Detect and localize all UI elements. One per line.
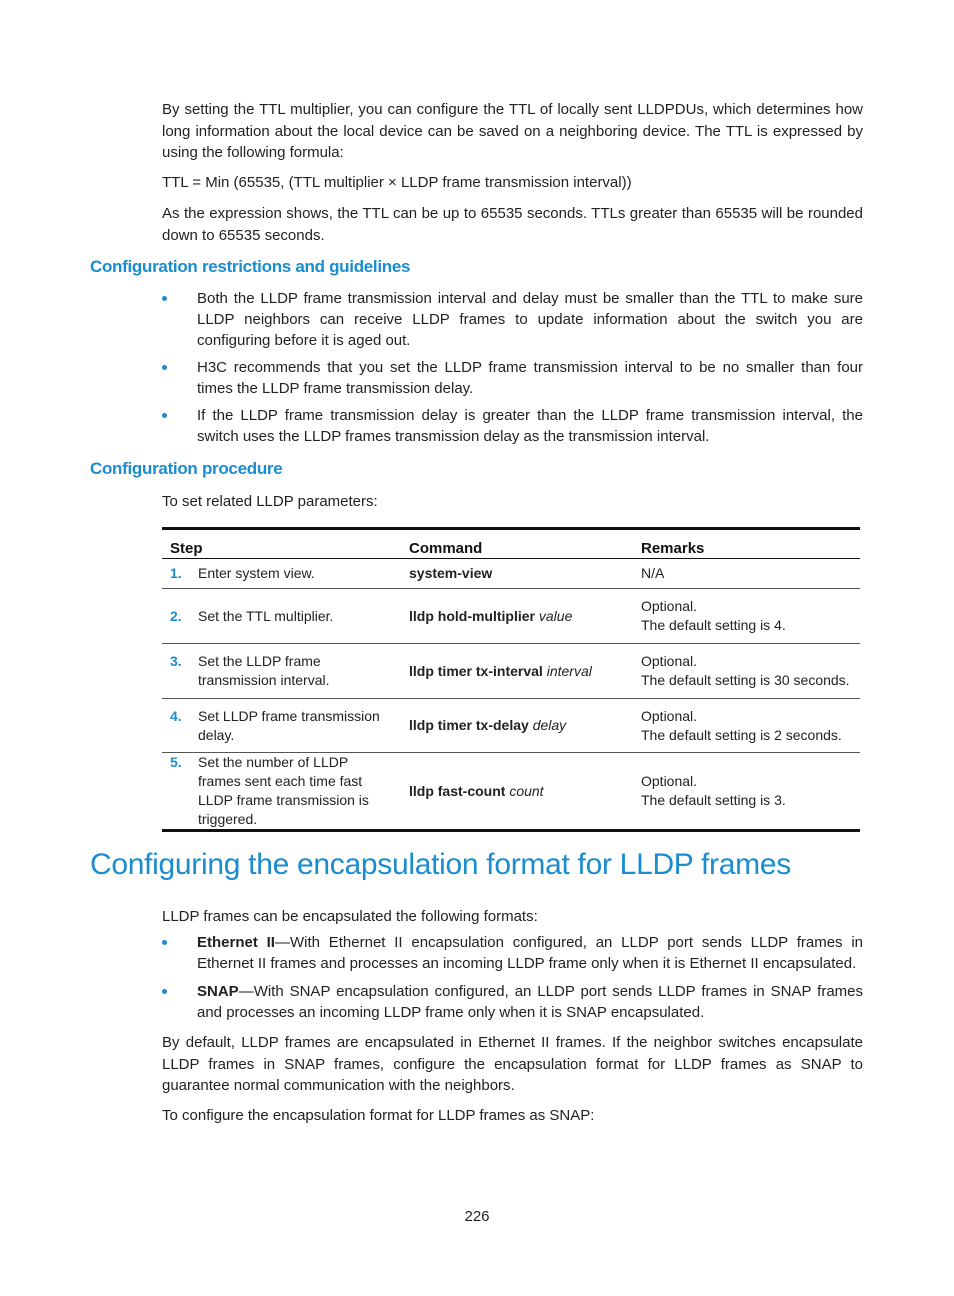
- encap-paragraph: By default, LLDP frames are encapsulated in Ethernet II frames. If the neighbor switches encapsulate LLDP frames in SNAP frames, configure the encapsulation format for LLDP frames as SNAP to guarantee normal communication with the neighbors.: [162, 1034, 863, 1094]
- remarks-cell: Optional. The default setting is 30 seconds.: [633, 644, 860, 699]
- table-row: [162, 644, 860, 699]
- table-row: [162, 589, 860, 644]
- bullet-icon: [162, 413, 167, 418]
- remarks-cell: Optional. The default setting is 3.: [633, 753, 860, 831]
- intro-paragraph: By setting the TTL multiplier, you can configure the TTL of locally sent LLDPDUs, which determines how long information about the local device can be saved on a neighboring device. The TTL is expressed by using the following formula:: [162, 101, 863, 161]
- list-item: SNAP—With SNAP encapsulation configured, an LLDP port sends LLDP frames in SNAP frames and processes an incoming LLDP frame only when it is SNAP encapsulated.: [162, 981, 863, 1023]
- command-cell: lldp timer tx-delay delay: [401, 699, 633, 753]
- command-cell: lldp timer tx-interval interval: [401, 644, 633, 699]
- bullet-icon: [162, 365, 167, 370]
- encap-formats-list: [162, 932, 863, 1023]
- procedure-lead: To set related LLDP parameters:: [162, 493, 378, 510]
- column-header-remarks: Remarks: [633, 529, 860, 559]
- list-item: Both the LLDP frame transmission interval and delay must be smaller than the TTL to make sure LLDP neighbors can receive LLDP frames to update information about the switch you are configuring before it is aged out.: [162, 288, 863, 351]
- column-header-step: Step: [162, 529, 401, 559]
- table-row: [162, 559, 860, 589]
- step-cell: 1. Enter system view.: [162, 559, 401, 589]
- step-cell: 2. Set the TTL multiplier.: [162, 589, 401, 644]
- page-number: 226: [464, 1208, 490, 1225]
- chapter-heading: Configuring the encapsulation format for LLDP frames: [90, 848, 791, 881]
- command-cell: lldp fast-count count: [401, 753, 633, 831]
- remarks-cell: Optional. The default setting is 2 seconds.: [633, 699, 860, 753]
- lldp-parameters-table: [162, 527, 860, 832]
- list-item: Ethernet II—With Ethernet II encapsulation configured, an LLDP port sends LLDP frames in Ethernet II frames and processes an incoming LLDP frame only when it is Ethernet II encapsulated.: [162, 932, 863, 974]
- section-heading-procedure: Configuration procedure: [90, 459, 283, 478]
- step-cell: 4. Set LLDP frame transmission delay.: [162, 699, 401, 753]
- command-cell: lldp hold-multiplier value: [401, 589, 633, 644]
- column-header-command: Command: [401, 529, 633, 559]
- section-heading-restrictions: Configuration restrictions and guidelines: [90, 257, 411, 276]
- table-row: [162, 699, 860, 753]
- table-row: [162, 753, 860, 831]
- intro-paragraph-2: As the expression shows, the TTL can be up to 65535 seconds. TTLs greater than 65535 will be rounded down to 65535 seconds.: [162, 205, 863, 244]
- restrictions-list: [162, 288, 863, 447]
- command-cell: system-view: [401, 559, 633, 589]
- ttl-formula: TTL = Min (65535, (TTL multiplier × LLDP frame transmission interval)): [162, 174, 632, 191]
- list-item: H3C recommends that you set the LLDP frame transmission interval to be no smaller than four times the LLDP frame transmission delay.: [162, 357, 863, 399]
- remarks-cell: Optional. The default setting is 4.: [633, 589, 860, 644]
- bullet-icon: [162, 296, 167, 301]
- step-cell: 3. Set the LLDP frame transmission interval.: [162, 644, 401, 699]
- list-item: If the LLDP frame transmission delay is greater than the LLDP frame transmission interval, the switch uses the LLDP frames transmission delay as the transmission interval.: [162, 405, 863, 447]
- bullet-icon: [162, 989, 167, 994]
- encap-lead: LLDP frames can be encapsulated the following formats:: [162, 908, 538, 925]
- table-header-row: [162, 529, 860, 559]
- bullet-icon: [162, 940, 167, 945]
- encap-closing: To configure the encapsulation format for LLDP frames as SNAP:: [162, 1107, 595, 1124]
- remarks-cell: N/A: [633, 559, 860, 589]
- step-cell: 5. Set the number of LLDP frames sent each time fast LLDP frame transmission is triggered.: [162, 753, 401, 831]
